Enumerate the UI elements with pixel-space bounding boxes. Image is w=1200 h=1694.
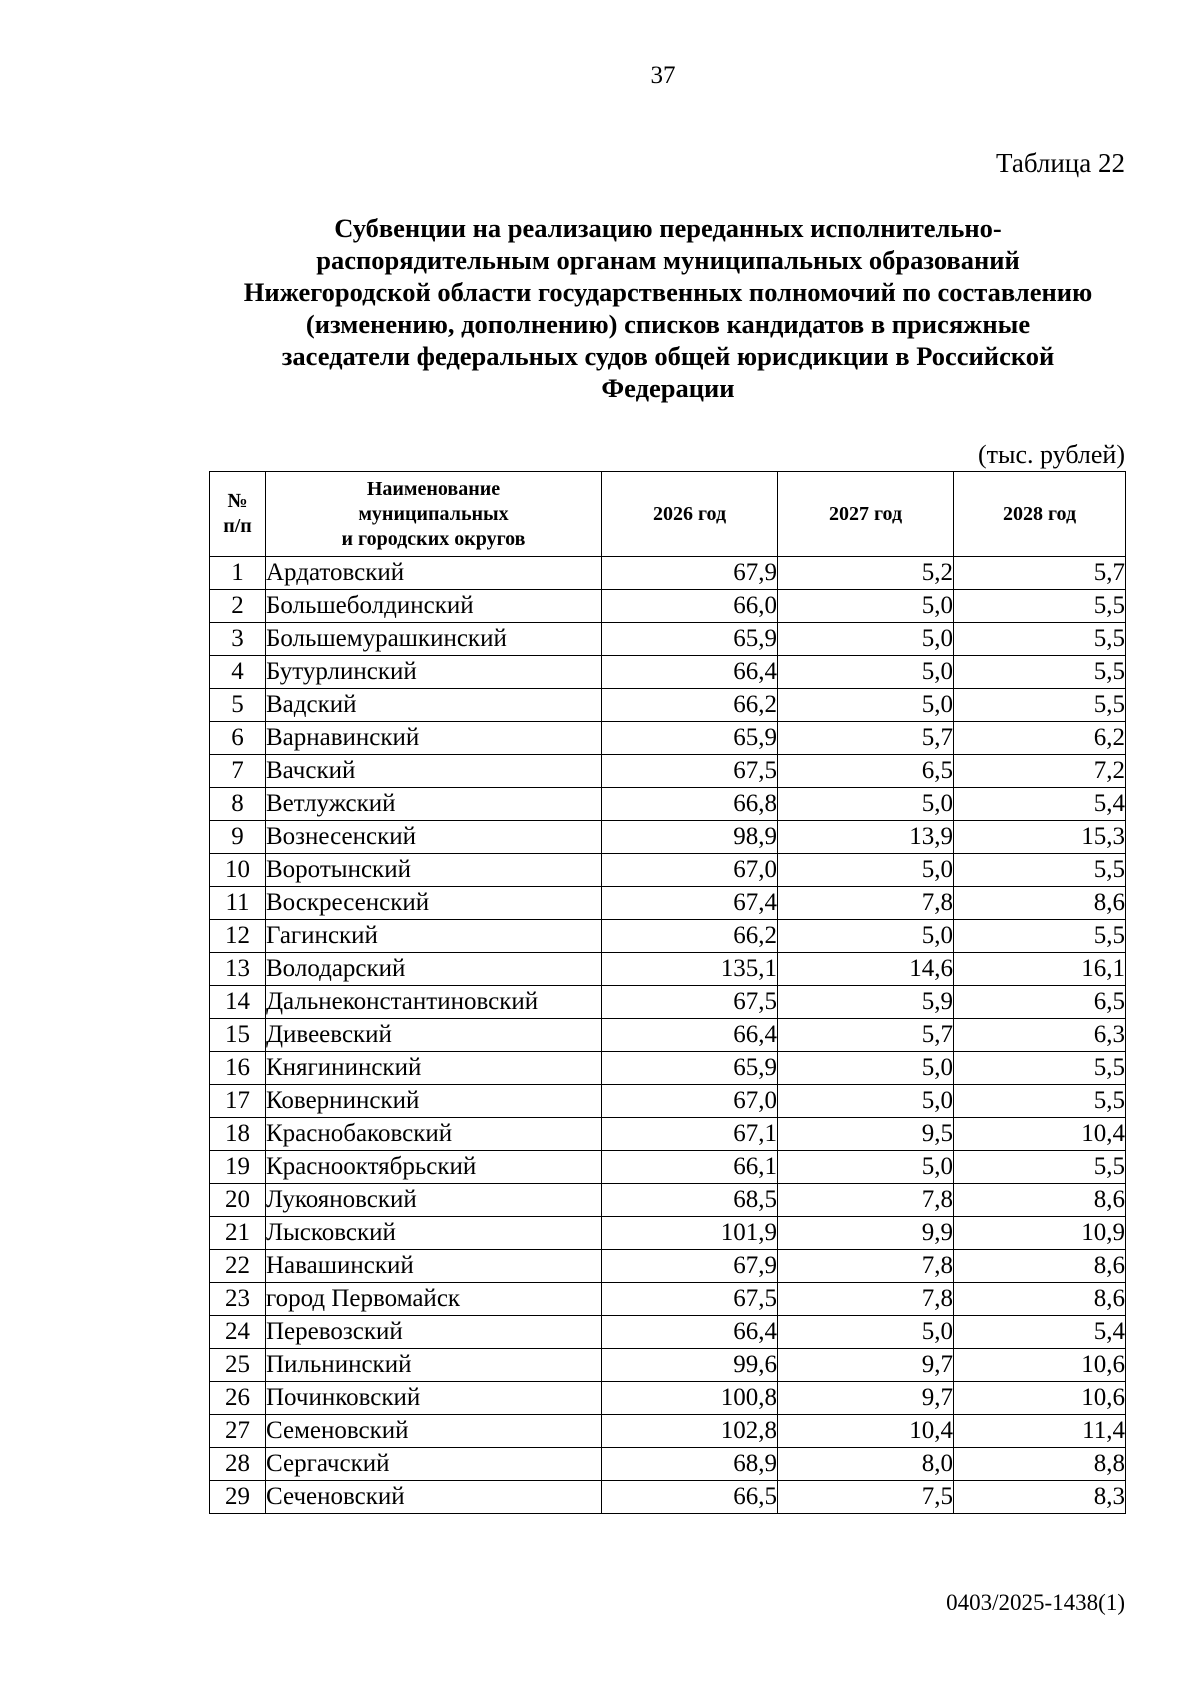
value-2028-cell: 5,4: [954, 1316, 1126, 1349]
row-number-cell: 4: [210, 656, 266, 689]
value-2028-cell: 6,3: [954, 1019, 1126, 1052]
table-row: [210, 1448, 1126, 1481]
value-2028-cell: 8,6: [954, 1283, 1126, 1316]
title-line: Федерации: [601, 373, 735, 403]
row-number-cell: 15: [210, 1019, 266, 1052]
header-name-line: Наименование: [366, 477, 501, 500]
value-2026-cell: 102,8: [602, 1415, 778, 1448]
row-number-cell: 19: [210, 1151, 266, 1184]
table-row: [210, 1382, 1126, 1415]
value-2026-cell: 66,0: [602, 590, 778, 623]
value-2027-cell: 5,7: [778, 722, 954, 755]
page-number: 37: [650, 62, 676, 89]
value-2026-cell: 67,9: [602, 1250, 778, 1283]
value-2028-cell: 10,6: [954, 1349, 1126, 1382]
document-title: [200, 212, 1136, 404]
row-number-cell: 25: [210, 1349, 266, 1382]
subventions-table: [209, 471, 1126, 1514]
value-2026-cell: 66,8: [602, 788, 778, 821]
value-2028-cell: 8,6: [954, 1184, 1126, 1217]
row-number-cell: 6: [210, 722, 266, 755]
value-2026-cell: 67,5: [602, 755, 778, 788]
municipality-name-cell: Ветлужский: [266, 788, 602, 821]
header-2027: 2027 год: [778, 472, 954, 557]
municipality-name-cell: Воскресенский: [266, 887, 602, 920]
municipality-name-cell: Лукояновский: [266, 1184, 602, 1217]
municipality-name-cell: город Первомайск: [266, 1283, 602, 1316]
title-line: Нижегородской области государственных полномочий по составлению: [243, 277, 1093, 307]
table-row: [210, 1217, 1126, 1250]
table-row: [210, 986, 1126, 1019]
municipality-name-cell: Пильнинский: [266, 1349, 602, 1382]
value-2026-cell: 66,4: [602, 656, 778, 689]
table-row: [210, 689, 1126, 722]
value-2026-cell: 68,5: [602, 1184, 778, 1217]
value-2028-cell: 5,7: [954, 557, 1126, 590]
value-2027-cell: 8,0: [778, 1448, 954, 1481]
value-2026-cell: 67,9: [602, 557, 778, 590]
municipality-name-cell: Краснобаковский: [266, 1118, 602, 1151]
row-number-cell: 3: [210, 623, 266, 656]
value-2028-cell: 8,8: [954, 1448, 1126, 1481]
row-number-cell: 12: [210, 920, 266, 953]
value-2028-cell: 8,6: [954, 1250, 1126, 1283]
table-row: [210, 887, 1126, 920]
value-2026-cell: 67,0: [602, 1085, 778, 1118]
row-number-cell: 28: [210, 1448, 266, 1481]
row-number-cell: 27: [210, 1415, 266, 1448]
table-row: [210, 1184, 1126, 1217]
value-2028-cell: 5,5: [954, 1151, 1126, 1184]
value-2027-cell: 13,9: [778, 821, 954, 854]
value-2028-cell: 10,9: [954, 1217, 1126, 1250]
row-number-cell: 7: [210, 755, 266, 788]
value-2027-cell: 5,0: [778, 656, 954, 689]
value-2028-cell: 5,4: [954, 788, 1126, 821]
table-row: [210, 1349, 1126, 1382]
table-row: [210, 1151, 1126, 1184]
table-row: [210, 1316, 1126, 1349]
municipality-name-cell: Вознесенский: [266, 821, 602, 854]
value-2026-cell: 66,2: [602, 920, 778, 953]
table-label: Таблица 22: [996, 148, 1125, 178]
table-row: [210, 953, 1126, 986]
value-2027-cell: 5,9: [778, 986, 954, 1019]
value-2026-cell: 99,6: [602, 1349, 778, 1382]
value-2028-cell: 11,4: [954, 1415, 1126, 1448]
municipality-name-cell: Дивеевский: [266, 1019, 602, 1052]
table-row: [210, 854, 1126, 887]
value-2028-cell: 8,6: [954, 887, 1126, 920]
value-2027-cell: 7,8: [778, 1283, 954, 1316]
table-header-row: [210, 472, 1126, 557]
municipality-name-cell: Семеновский: [266, 1415, 602, 1448]
municipality-name-cell: Большемурашкинский: [266, 623, 602, 656]
value-2027-cell: 5,0: [778, 590, 954, 623]
value-2026-cell: 66,5: [602, 1481, 778, 1514]
header-name: [266, 472, 602, 557]
value-2027-cell: 9,7: [778, 1382, 954, 1415]
value-2027-cell: 5,0: [778, 854, 954, 887]
municipality-name-cell: Гагинский: [266, 920, 602, 953]
value-2027-cell: 6,5: [778, 755, 954, 788]
value-2026-cell: 67,5: [602, 986, 778, 1019]
value-2026-cell: 66,1: [602, 1151, 778, 1184]
row-number-cell: 11: [210, 887, 266, 920]
value-2027-cell: 10,4: [778, 1415, 954, 1448]
row-number-cell: 26: [210, 1382, 266, 1415]
value-2027-cell: 5,2: [778, 557, 954, 590]
value-2026-cell: 66,2: [602, 689, 778, 722]
table-row: [210, 821, 1126, 854]
value-2026-cell: 67,0: [602, 854, 778, 887]
value-2026-cell: 65,9: [602, 1052, 778, 1085]
table-row: [210, 920, 1126, 953]
value-2026-cell: 68,9: [602, 1448, 778, 1481]
value-2026-cell: 67,1: [602, 1118, 778, 1151]
value-2026-cell: 101,9: [602, 1217, 778, 1250]
value-2026-cell: 66,4: [602, 1019, 778, 1052]
municipality-name-cell: Володарский: [266, 953, 602, 986]
value-2028-cell: 10,4: [954, 1118, 1126, 1151]
title-line: (изменению, дополнению) списков кандидатов в присяжные: [305, 309, 1031, 339]
municipality-name-cell: Вачский: [266, 755, 602, 788]
value-2027-cell: 14,6: [778, 953, 954, 986]
table-row: [210, 755, 1126, 788]
header-num: [210, 472, 266, 557]
title-line: Субвенции на реализацию переданных исполнительно-: [334, 213, 1002, 243]
units-label: (тыс. рублей): [977, 440, 1125, 469]
value-2026-cell: 66,4: [602, 1316, 778, 1349]
table-row: [210, 1415, 1126, 1448]
value-2027-cell: 5,0: [778, 1052, 954, 1085]
table-row: [210, 1118, 1126, 1151]
table-row: [210, 656, 1126, 689]
row-number-cell: 20: [210, 1184, 266, 1217]
table-row: [210, 1085, 1126, 1118]
title-line: распорядительным органам муниципальных образований: [316, 245, 1020, 275]
value-2027-cell: 5,7: [778, 1019, 954, 1052]
value-2028-cell: 5,5: [954, 1052, 1126, 1085]
header-name-line: муниципальных: [358, 502, 509, 525]
value-2028-cell: 7,2: [954, 755, 1126, 788]
value-2028-cell: 5,5: [954, 623, 1126, 656]
row-number-cell: 13: [210, 953, 266, 986]
value-2027-cell: 5,0: [778, 788, 954, 821]
value-2028-cell: 16,1: [954, 953, 1126, 986]
municipality-name-cell: Княгининский: [266, 1052, 602, 1085]
row-number-cell: 17: [210, 1085, 266, 1118]
municipality-name-cell: Вадский: [266, 689, 602, 722]
table-body: [210, 557, 1126, 1514]
value-2028-cell: 5,5: [954, 920, 1126, 953]
header-num-line: №: [227, 490, 248, 512]
row-number-cell: 5: [210, 689, 266, 722]
row-number-cell: 18: [210, 1118, 266, 1151]
municipality-name-cell: Лысковский: [266, 1217, 602, 1250]
row-number-cell: 2: [210, 590, 266, 623]
table-row: [210, 1250, 1126, 1283]
value-2026-cell: 100,8: [602, 1382, 778, 1415]
table-row: [210, 1481, 1126, 1514]
row-number-cell: 14: [210, 986, 266, 1019]
value-2027-cell: 5,0: [778, 1316, 954, 1349]
table-row: [210, 590, 1126, 623]
header-num-line: п/п: [223, 515, 252, 537]
municipality-name-cell: Ардатовский: [266, 557, 602, 590]
row-number-cell: 21: [210, 1217, 266, 1250]
table-row: [210, 557, 1126, 590]
row-number-cell: 10: [210, 854, 266, 887]
value-2028-cell: 10,6: [954, 1382, 1126, 1415]
value-2027-cell: 9,9: [778, 1217, 954, 1250]
row-number-cell: 24: [210, 1316, 266, 1349]
row-number-cell: 1: [210, 557, 266, 590]
value-2026-cell: 67,5: [602, 1283, 778, 1316]
value-2026-cell: 65,9: [602, 722, 778, 755]
value-2027-cell: 5,0: [778, 623, 954, 656]
table-row: [210, 1052, 1126, 1085]
value-2027-cell: 5,0: [778, 920, 954, 953]
value-2026-cell: 135,1: [602, 953, 778, 986]
value-2028-cell: 5,5: [954, 1085, 1126, 1118]
value-2027-cell: 5,0: [778, 1085, 954, 1118]
municipality-name-cell: Починковский: [266, 1382, 602, 1415]
value-2028-cell: 6,5: [954, 986, 1126, 1019]
value-2028-cell: 5,5: [954, 689, 1126, 722]
table-row: [210, 1283, 1126, 1316]
municipality-name-cell: Перевозский: [266, 1316, 602, 1349]
value-2028-cell: 15,3: [954, 821, 1126, 854]
value-2027-cell: 9,5: [778, 1118, 954, 1151]
value-2028-cell: 5,5: [954, 854, 1126, 887]
row-number-cell: 8: [210, 788, 266, 821]
municipality-name-cell: Варнавинский: [266, 722, 602, 755]
value-2028-cell: 5,5: [954, 656, 1126, 689]
value-2026-cell: 67,4: [602, 887, 778, 920]
table-row: [210, 1019, 1126, 1052]
row-number-cell: 22: [210, 1250, 266, 1283]
value-2027-cell: 7,8: [778, 1184, 954, 1217]
document-code: 0403/2025-1438(1): [946, 1590, 1125, 1615]
value-2027-cell: 7,5: [778, 1481, 954, 1514]
municipality-name-cell: Сергачский: [266, 1448, 602, 1481]
title-line: заседатели федеральных судов общей юрисдикции в Российской: [281, 341, 1055, 371]
municipality-name-cell: Ковернинский: [266, 1085, 602, 1118]
value-2028-cell: 5,5: [954, 590, 1126, 623]
municipality-name-cell: Краснооктябрьский: [266, 1151, 602, 1184]
value-2026-cell: 98,9: [602, 821, 778, 854]
municipality-name-cell: Сеченовский: [266, 1481, 602, 1514]
municipality-name-cell: Навашинский: [266, 1250, 602, 1283]
header-2028: 2028 год: [954, 472, 1126, 557]
value-2027-cell: 7,8: [778, 1250, 954, 1283]
value-2028-cell: 8,3: [954, 1481, 1126, 1514]
row-number-cell: 16: [210, 1052, 266, 1085]
table-row: [210, 788, 1126, 821]
header-2026: 2026 год: [602, 472, 778, 557]
value-2028-cell: 6,2: [954, 722, 1126, 755]
row-number-cell: 9: [210, 821, 266, 854]
value-2027-cell: 7,8: [778, 887, 954, 920]
value-2027-cell: 5,0: [778, 1151, 954, 1184]
value-2026-cell: 65,9: [602, 623, 778, 656]
row-number-cell: 29: [210, 1481, 266, 1514]
table-row: [210, 722, 1126, 755]
municipality-name-cell: Воротынский: [266, 854, 602, 887]
table-row: [210, 623, 1126, 656]
value-2027-cell: 9,7: [778, 1349, 954, 1382]
municipality-name-cell: Дальнеконстантиновский: [266, 986, 602, 1019]
value-2027-cell: 5,0: [778, 689, 954, 722]
row-number-cell: 23: [210, 1283, 266, 1316]
header-name-line: и городских округов: [341, 527, 526, 550]
municipality-name-cell: Бутурлинский: [266, 656, 602, 689]
municipality-name-cell: Большеболдинский: [266, 590, 602, 623]
